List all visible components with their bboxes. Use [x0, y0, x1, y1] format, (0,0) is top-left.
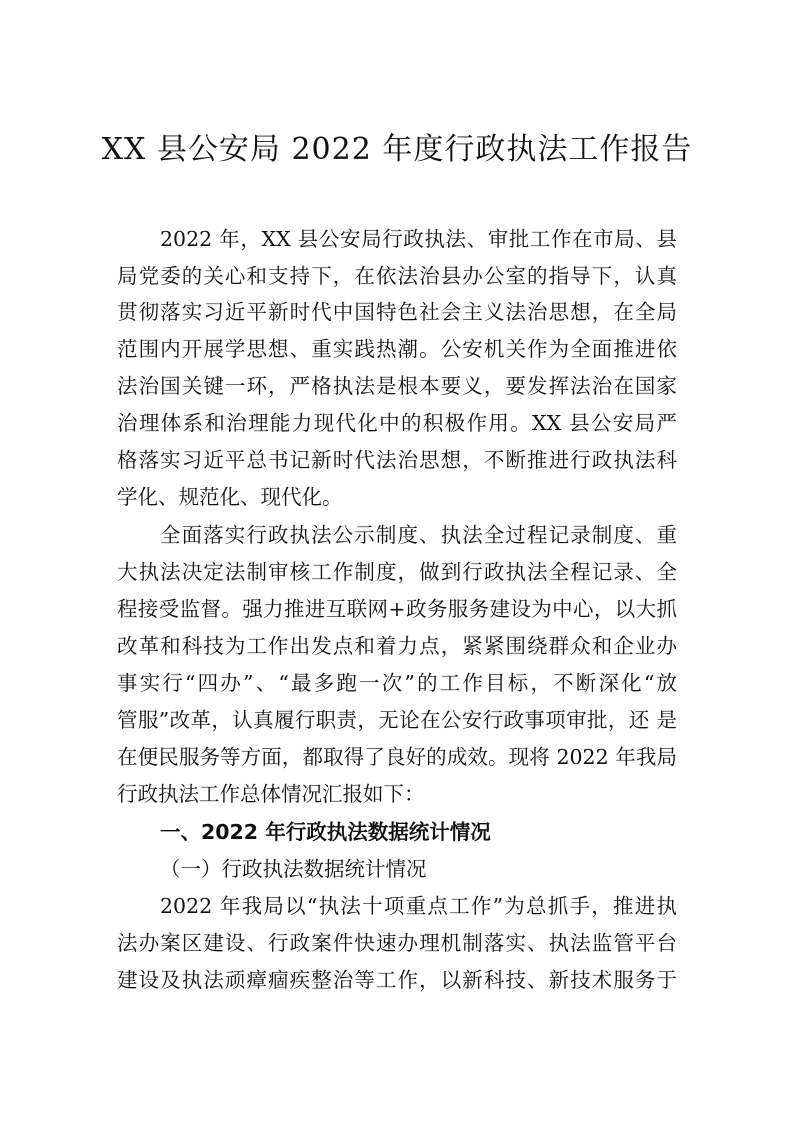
paragraph-line: 事实行“四办”、“最多跑一次”的工作目标，不断深化“放	[117, 671, 677, 695]
paragraph-line: 治理体系和治理能力现代化中的积极作用。XX 县公安局严	[117, 411, 677, 435]
paragraph-line: 建设及执法顽瘴痼疾整治等工作，以新科技、新技术服务于	[117, 968, 677, 992]
paragraph-line: 贯彻落实习近平新时代中国特色社会主义法治思想，在全局	[117, 300, 677, 324]
paragraph-line: 在便民服务等方面，都取得了良好的成效。现将 2022 年我局	[117, 745, 677, 769]
paragraph-line: 法治国关键一环，严格执法是根本要义，要发挥法治在国家	[117, 374, 677, 398]
paragraph-line: 格落实习近平总书记新时代法治思想，不断推进行政执法科	[117, 448, 677, 472]
paragraph-line: 法办案区建设、行政案件快速办理机制落实、执法监管平台	[117, 931, 677, 955]
paragraph-line: 学化、规范化、现代化。	[117, 485, 343, 509]
paragraph-line: 行政执法工作总体情况汇报如下：	[117, 782, 425, 806]
paragraph-line: 全面落实行政执法公示制度、执法全过程记录制度、重	[160, 523, 677, 547]
paragraph-line: 2022 年我局以“执法十项重点工作”为总抓手，推进执	[160, 894, 677, 918]
section-heading: 一、2022 年行政执法数据统计情况	[160, 820, 491, 844]
paragraph-line: 改革和科技为工作出发点和着力点，紧紧围绕群众和企业办	[117, 634, 677, 658]
paragraph-line: 大执法决定法制审核工作制度，做到行政执法全程记录、全	[117, 560, 677, 584]
document-title: XX 县公安局 2022 年度行政执法工作报告	[101, 132, 693, 167]
paragraph-line: 局党委的关心和支持下，在依法治县办公室的指导下，认真	[117, 264, 677, 288]
paragraph-line: 程接受监督。强力推进互联网+政务服务建设为中心，以大抓	[117, 597, 677, 621]
paragraph-line: 管服”改革，认真履行职责，无论在公安行政事项审批，还 是	[117, 708, 677, 732]
paragraph-line: 范围内开展学思想、重实践热潮。公安机关作为全面推进依	[117, 337, 677, 361]
subsection-heading: （一）行政执法数据统计情况	[160, 857, 427, 881]
paragraph-line: 2022 年，XX 县公安局行政执法、审批工作在市局、县	[160, 227, 677, 251]
